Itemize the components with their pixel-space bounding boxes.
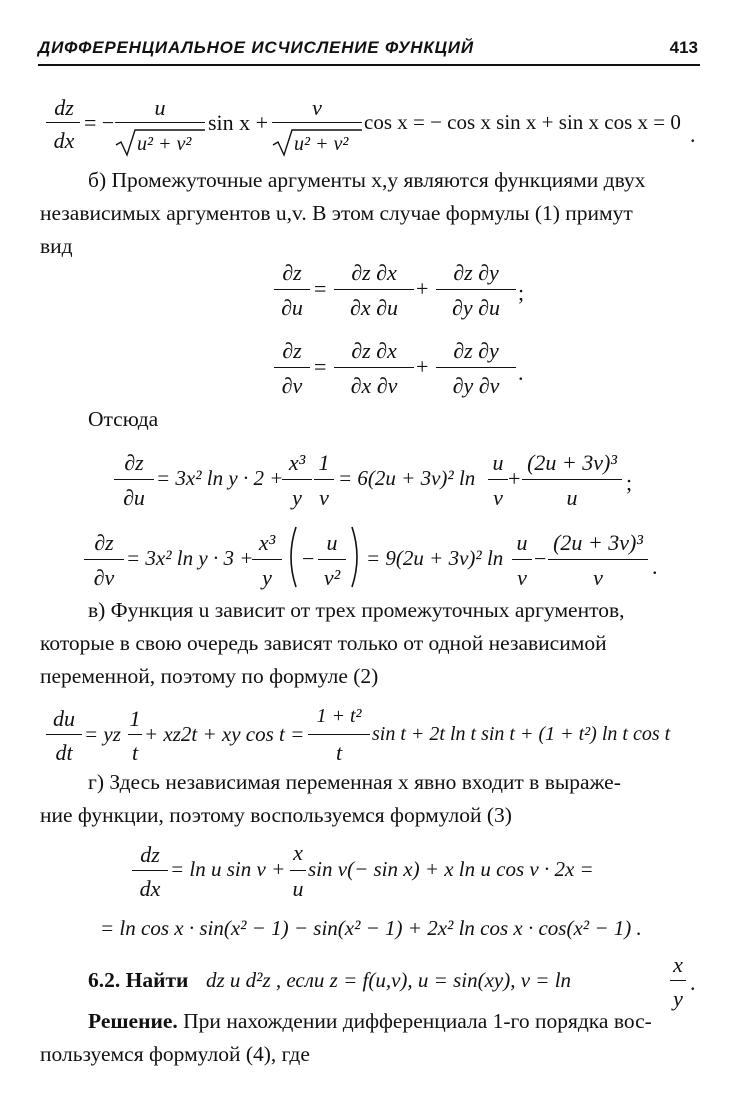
punct: ; bbox=[518, 280, 525, 305]
frac-num: ∂z ∂y bbox=[453, 260, 499, 285]
text-segment: = ln u sin v + bbox=[170, 857, 286, 881]
fraction-bar bbox=[84, 559, 124, 560]
page-number: 413 bbox=[669, 38, 698, 57]
frac-num: ∂z bbox=[124, 450, 144, 475]
paragraph-line: Отсюда bbox=[88, 407, 159, 431]
text-segment: = 6(2u + 3v)² ln bbox=[338, 466, 476, 490]
fraction-bar bbox=[46, 122, 80, 123]
frac-num: 1 + t² bbox=[316, 705, 362, 727]
fraction-bar bbox=[488, 479, 508, 480]
frac-num: 1 bbox=[129, 706, 141, 731]
frac-den: t bbox=[131, 740, 139, 765]
frac-den: dt bbox=[55, 740, 73, 765]
text-segment: sin t + 2t ln t sin t + (1 + t²) ln t cos t bbox=[372, 723, 671, 745]
fraction-bar bbox=[308, 734, 370, 735]
frac-den: ∂y ∂u bbox=[451, 295, 500, 320]
frac-num: du bbox=[53, 706, 75, 731]
task-statement: dz и d²z , если z = f(u,v), u = sin(xy), v = ln bbox=[206, 968, 572, 992]
frac-den: u bbox=[292, 876, 304, 901]
frac-den: y bbox=[292, 485, 302, 510]
paragraph-line: ние функции, поэтому воспользуемся формулой (3) bbox=[40, 803, 512, 827]
frac-num: x bbox=[673, 952, 683, 977]
frac-den: y bbox=[262, 565, 272, 590]
frac-den: ∂v bbox=[281, 373, 303, 398]
frac-num: x bbox=[293, 840, 303, 865]
text-segment: cos x = − cos x sin x + sin x cos x = 0 bbox=[364, 110, 681, 134]
fraction-bar bbox=[128, 734, 142, 735]
solution-text: При нахождении дифференциала 1-го порядка вос- bbox=[177, 1009, 652, 1033]
paragraph-line: независимых аргументов u,v. В этом случае формулы (1) примут bbox=[40, 201, 633, 225]
task-number: 6.2. Найти bbox=[88, 968, 189, 992]
frac-den: t bbox=[335, 740, 343, 765]
frac-num: u bbox=[492, 450, 504, 475]
fraction-bar bbox=[132, 870, 168, 871]
frac-den: v bbox=[593, 565, 603, 590]
frac-num: (2u + 3v)³ bbox=[527, 450, 617, 475]
solution-label: Решение. bbox=[88, 1009, 178, 1033]
frac-num: u bbox=[154, 95, 166, 120]
frac-den: dx bbox=[53, 128, 75, 153]
fraction-bar bbox=[318, 559, 346, 560]
operator: − bbox=[534, 546, 547, 571]
fraction-bar bbox=[522, 479, 622, 480]
chapter-title: ДИФФЕРЕНЦИАЛЬНОЕ ИСЧИСЛЕНИЕ ФУНКЦИЙ bbox=[38, 38, 474, 57]
frac-num: (2u + 3v)³ bbox=[553, 530, 643, 555]
punct: ; bbox=[626, 470, 633, 495]
frac-num: ∂z ∂x bbox=[351, 338, 397, 363]
frac-num: ∂z bbox=[282, 338, 302, 363]
frac-den: u² + v² bbox=[137, 133, 192, 155]
paragraph-line: вид bbox=[40, 234, 73, 258]
operator: − bbox=[302, 546, 315, 571]
text-segment: = 3x² ln y · 3 + bbox=[126, 546, 254, 570]
frac-den: ∂x ∂v bbox=[350, 373, 398, 398]
frac-num: x³ bbox=[258, 530, 276, 555]
running-header bbox=[38, 36, 698, 62]
frac-num: u bbox=[516, 530, 528, 555]
fraction-bar bbox=[548, 559, 648, 560]
frac-num: 1 bbox=[318, 450, 330, 475]
fraction-bar bbox=[114, 479, 154, 480]
paragraph-line: в) Функция u зависит от трех промежуточных аргументов, bbox=[88, 598, 625, 622]
text-segment: = 9(2u + 3v)² ln bbox=[366, 546, 504, 570]
header-rule bbox=[38, 64, 700, 66]
frac-den: ∂u bbox=[281, 295, 303, 320]
fraction-bar bbox=[274, 367, 310, 368]
fraction-bar bbox=[314, 479, 334, 480]
frac-den: ∂x ∂u bbox=[349, 295, 398, 320]
fraction-bar bbox=[282, 479, 312, 480]
frac-den: v² bbox=[323, 565, 341, 590]
punct: . bbox=[518, 360, 524, 385]
frac-num: ∂z bbox=[94, 530, 114, 555]
fraction-bar bbox=[334, 289, 414, 290]
paragraph-line: которые в свою очередь зависят только от одной независимой bbox=[40, 631, 607, 655]
fraction-bar bbox=[290, 870, 306, 871]
operator: = bbox=[314, 354, 327, 379]
frac-num: x³ bbox=[288, 450, 306, 475]
frac-num: dz bbox=[140, 842, 160, 867]
frac-den: v bbox=[319, 485, 329, 510]
fraction-bar bbox=[436, 367, 516, 368]
frac-den: v bbox=[517, 565, 527, 590]
fraction-bar bbox=[272, 122, 362, 123]
punct: . bbox=[690, 970, 696, 995]
fraction-bar bbox=[252, 559, 282, 560]
paragraph-line: переменной, поэтому по формуле (2) bbox=[40, 664, 379, 688]
frac-num: u bbox=[326, 530, 338, 555]
text-segment: = yz bbox=[84, 722, 121, 746]
frac-num: ∂z bbox=[282, 260, 302, 285]
frac-num: v bbox=[312, 95, 322, 120]
frac-num: ∂z ∂y bbox=[453, 338, 499, 363]
text-segment: sin x + bbox=[208, 110, 269, 135]
fraction-bar bbox=[274, 289, 310, 290]
text-segment: . bbox=[690, 122, 696, 147]
fraction-bar bbox=[512, 559, 532, 560]
frac-den: v bbox=[493, 485, 503, 510]
frac-den: ∂v bbox=[93, 565, 115, 590]
text-segment: + xz2t + xy cos t = bbox=[144, 722, 305, 746]
frac-den: ∂y ∂v bbox=[452, 373, 500, 398]
fraction-bar bbox=[334, 367, 414, 368]
frac-den: u bbox=[566, 485, 578, 510]
paragraph-line: пользуемся формулой (4), где bbox=[40, 1042, 310, 1066]
paragraph-line: г) Здесь независимая переменная x явно входит в выраже- bbox=[88, 770, 621, 794]
frac-num: ∂z ∂x bbox=[351, 260, 397, 285]
fraction-bar bbox=[436, 289, 516, 290]
fraction-bar bbox=[670, 980, 686, 981]
fraction-bar bbox=[115, 122, 205, 123]
frac-den: u² + v² bbox=[294, 133, 349, 155]
frac-den: dx bbox=[139, 876, 161, 901]
operator: + bbox=[508, 466, 521, 491]
fraction-bar bbox=[46, 734, 82, 735]
text-segment: sin v(− sin x) + x ln u cos v · 2x = bbox=[308, 857, 594, 881]
paragraph-line: б) Промежуточные аргументы x,y являются функциями двух bbox=[88, 168, 646, 192]
equation-line: = ln cos x · sin(x² − 1) − sin(x² − 1) + 2x² ln cos x · cos(x² − 1) . bbox=[100, 916, 642, 940]
operator: = bbox=[314, 276, 327, 301]
text-segment: = 3x² ln y · 2 + bbox=[156, 466, 284, 490]
frac-num: dz bbox=[54, 95, 74, 120]
operator: + bbox=[416, 276, 429, 301]
solution-line bbox=[88, 1011, 652, 1033]
frac-den: ∂u bbox=[123, 485, 145, 510]
punct: . bbox=[652, 554, 658, 579]
frac-den: y bbox=[673, 986, 683, 1011]
operator: + bbox=[416, 354, 429, 379]
operator: = − bbox=[84, 110, 115, 135]
